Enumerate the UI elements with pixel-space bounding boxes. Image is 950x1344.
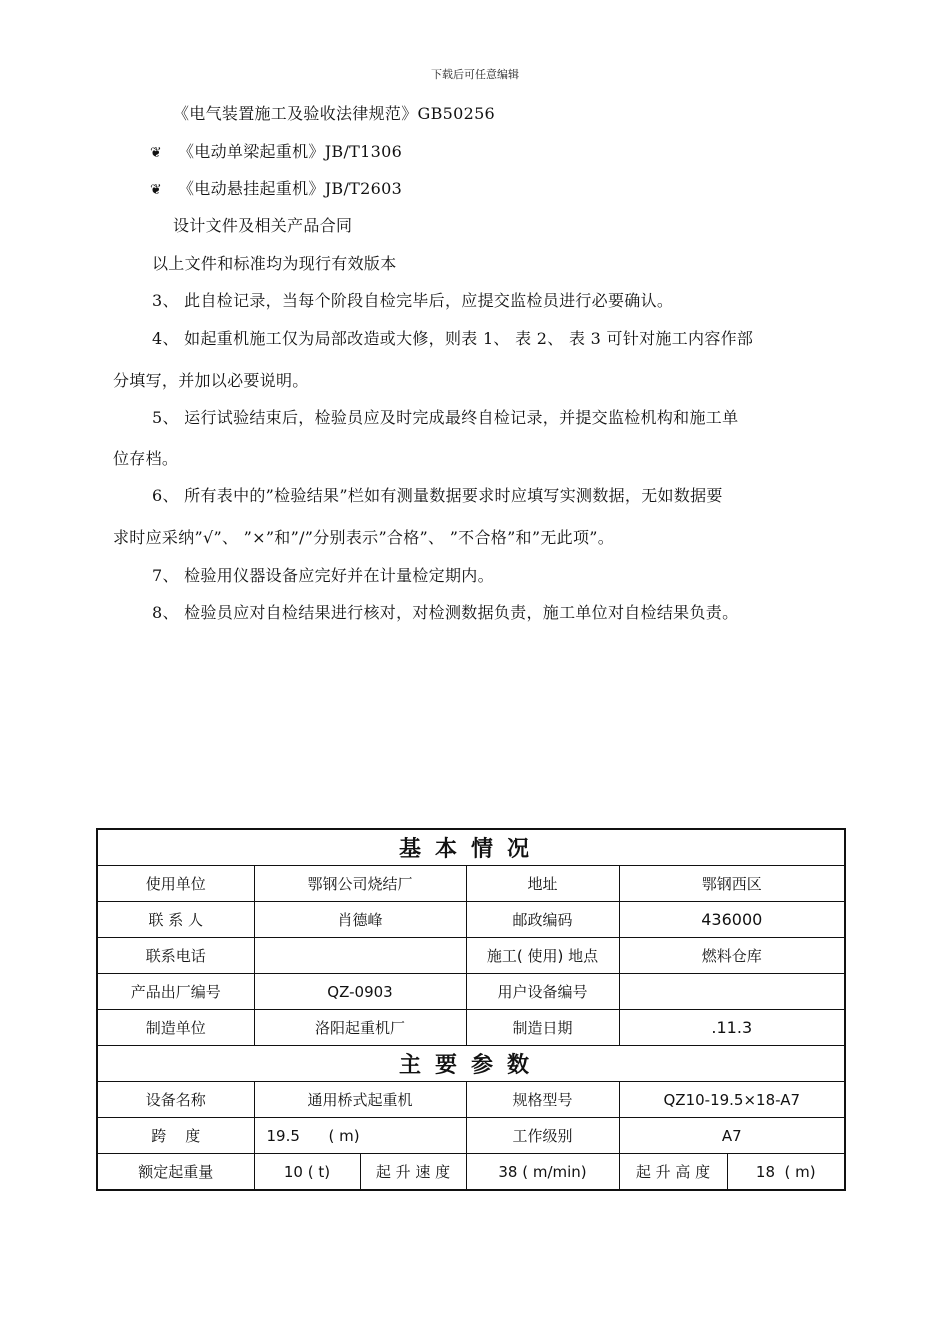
field-label: 起 升 速 度	[360, 1154, 466, 1191]
reference-text: 《电动单梁起重机》JB/T1306	[178, 142, 403, 161]
field-value: 38 ( m/min)	[466, 1154, 619, 1191]
reference-text: 设计文件及相关产品合同	[173, 216, 353, 235]
field-label: 产品出厂编号	[97, 974, 254, 1010]
field-value: .11.3	[619, 1010, 845, 1046]
paragraph-valid: 以上文件和标准均为现行有效版本	[152, 254, 397, 273]
paragraph-3: 3、 此自检记录，当每个阶段自检完毕后，应提交监检员进行必要确认。	[152, 291, 674, 310]
paragraph-4-line-1: 4、 如起重机施工仅为局部改造或大修，则表 1、 表 2、 表 3 可针对施工内容作部	[152, 329, 754, 348]
field-value	[254, 938, 466, 974]
field-value: 436000	[619, 902, 845, 938]
reference-text: 《电动悬挂起重机》JB/T2603	[178, 179, 403, 198]
paragraph-8: 8、 检验员应对自检结果进行核对，对检测数据负责，施工单位对自检结果负责。	[152, 603, 739, 622]
reference-line	[173, 213, 352, 236]
section-header-row	[97, 829, 845, 866]
table-row	[97, 974, 845, 1010]
reference-line	[173, 101, 495, 124]
reference-line	[150, 176, 402, 199]
table-row	[97, 1154, 845, 1191]
bullet-icon: ❦	[150, 182, 163, 198]
paragraph-5-line-1: 5、 运行试验结束后，检验员应及时完成最终自检记录，并提交监检机构和施工单	[152, 408, 739, 427]
field-label: 制造日期	[466, 1010, 619, 1046]
field-label: 使用单位	[97, 866, 254, 902]
field-value: QZ-0903	[254, 974, 466, 1010]
bullet-icon: ❦	[150, 145, 163, 161]
table-row	[97, 866, 845, 902]
field-value: 10 ( t)	[254, 1154, 360, 1191]
field-label: 联系电话	[97, 938, 254, 974]
paragraph-5-line-2: 位存档。	[113, 449, 179, 468]
paragraph-6-line-2: 求时应采纳”√”、 ”×”和”/”分别表示”合格”、 ”不合格”和”无此项”。	[113, 528, 615, 547]
field-value: 肖德峰	[254, 902, 466, 938]
table-row	[97, 1010, 845, 1046]
field-value: 洛阳起重机厂	[254, 1010, 466, 1046]
section-header-row	[97, 1046, 845, 1082]
field-label: 工作级别	[466, 1118, 619, 1154]
table-row	[97, 1082, 845, 1118]
field-label: 跨 度	[97, 1118, 254, 1154]
paragraph-4-line-2: 分填写，并加以必要说明。	[113, 371, 309, 390]
reference-line	[150, 139, 402, 162]
field-value: 19.5 ( m)	[254, 1118, 466, 1154]
equipment-info-table	[96, 828, 846, 1191]
field-value: 鄂钢西区	[619, 866, 845, 902]
field-label: 设备名称	[97, 1082, 254, 1118]
reference-text: 《电气装置施工及验收法律规范》GB50256	[173, 104, 496, 123]
section-title-basic: 基本情况	[97, 829, 845, 866]
page-header-note: 下载后可任意编辑	[431, 68, 519, 81]
field-label: 额定起重量	[97, 1154, 254, 1191]
field-value: A7	[619, 1118, 845, 1154]
section-title-params: 主要参数	[97, 1046, 845, 1082]
field-value: QZ10-19.5×18-A7	[619, 1082, 845, 1118]
paragraph-6-line-1: 6、 所有表中的”检验结果”栏如有测量数据要求时应填写实测数据，无如数据要	[152, 486, 723, 505]
field-label: 制造单位	[97, 1010, 254, 1046]
field-label: 用户设备编号	[466, 974, 619, 1010]
field-label: 规格型号	[466, 1082, 619, 1118]
field-value: 燃料仓库	[619, 938, 845, 974]
field-label: 起 升 高 度	[619, 1154, 727, 1191]
field-label: 地址	[466, 866, 619, 902]
field-label: 邮政编码	[466, 902, 619, 938]
field-value: 鄂钢公司烧结厂	[254, 866, 466, 902]
field-value: 通用桥式起重机	[254, 1082, 466, 1118]
field-value	[619, 974, 845, 1010]
table-row	[97, 902, 845, 938]
field-value: 18 ( m)	[727, 1154, 845, 1191]
table-row	[97, 938, 845, 974]
table-row	[97, 1118, 845, 1154]
field-label: 施工( 使用) 地点	[466, 938, 619, 974]
paragraph-7: 7、 检验用仪器设备应完好并在计量检定期内。	[152, 566, 494, 585]
field-label: 联 系 人	[97, 902, 254, 938]
